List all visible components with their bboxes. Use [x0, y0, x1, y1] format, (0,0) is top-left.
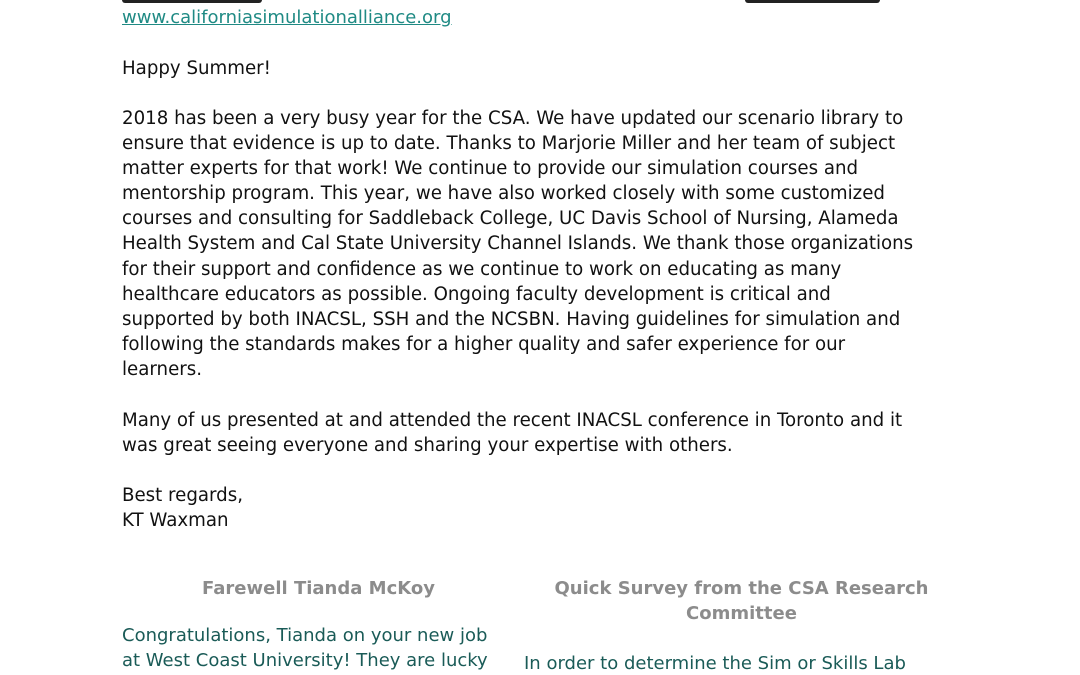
paragraph-line: healthcare educators as possible. Ongoing faculty development is critical and	[122, 284, 831, 305]
paragraph-line: courses and consulting for Saddleback College, UC Davis School of Nursing, Alameda	[122, 208, 899, 229]
farewell-heading: Farewell Tianda McKoy	[202, 578, 435, 599]
paragraph-line: was great seeing everyone and sharing your expertise with others.	[122, 435, 733, 456]
farewell-text-line: at West Coast University! They are lucky	[122, 650, 488, 671]
survey-heading-line: Committee	[686, 603, 797, 624]
paragraph-line: supported by both INACSL, SSH and the NCSBN. Having guidelines for simulation and	[122, 309, 901, 330]
clipped-header-text-left	[122, 0, 262, 3]
clipped-header-text-right	[745, 0, 880, 3]
survey-heading-line: Quick Survey from the CSA Research	[554, 578, 929, 599]
paragraph-line: 2018 has been a very busy year for the CSA. We have updated our scenario library to	[122, 108, 904, 129]
signature: KT Waxman	[122, 510, 229, 531]
paragraph-line: learners.	[122, 359, 202, 380]
paragraph-line: Many of us presented at and attended the recent INACSL conference in Toronto and it	[122, 410, 903, 431]
survey-text-line: In order to determine the Sim or Skills Lab	[524, 653, 906, 674]
paragraph-line: following the standards makes for a higher quality and safer experience for our	[122, 334, 846, 355]
greeting: Happy Summer!	[122, 58, 271, 79]
closing: Best regards,	[122, 485, 243, 506]
paragraph-line: mentorship program. This year, we have also worked closely with some customized	[122, 183, 885, 204]
paragraph-line: Health System and Cal State University Channel Islands. We thank those organizations	[122, 233, 914, 254]
paragraph-line: for their support and confidence as we continue to work on educating as many	[122, 259, 842, 280]
paragraph-line: matter experts for that work! We continue to provide our simulation courses and	[122, 158, 859, 179]
website-link[interactable]: www.californiasimulationalliance.org	[122, 7, 452, 28]
farewell-text-line: Congratulations, Tianda on your new job	[122, 625, 488, 646]
paragraph-line: ensure that evidence is up to date. Thanks to Marjorie Miller and her team of subject	[122, 133, 896, 154]
